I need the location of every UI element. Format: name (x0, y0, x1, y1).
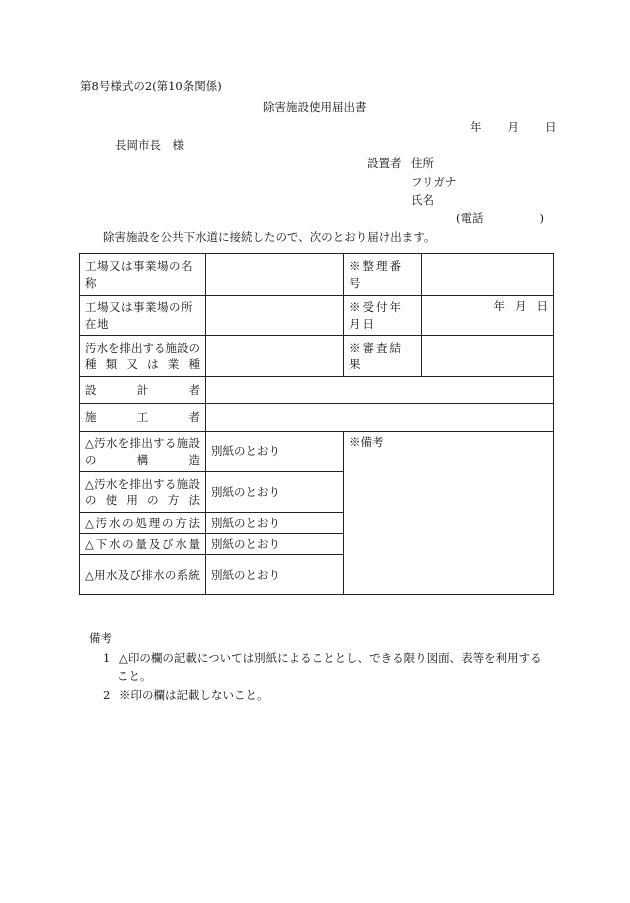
facility-usage-label: △汚水を排出する施設の使用の方法 (80, 472, 206, 513)
treatment-method-value: 別紙のとおり (206, 513, 344, 534)
date-day: 日 (545, 120, 557, 134)
table-row (80, 254, 554, 296)
constructor-field[interactable] (206, 404, 554, 432)
discharge-facility-label: 汚水を排出する施設の種類又は業種 (80, 336, 206, 377)
designer-field[interactable] (206, 377, 554, 404)
intro-statement: 除害施設を公共下水道に接続したので、次のとおり届け出ます。 (103, 230, 436, 244)
note-number: 1 (103, 651, 111, 665)
receipt-date-label: ※受付年月日 (344, 296, 422, 336)
water-system-value: 別紙のとおり (206, 555, 344, 595)
remarks-box (344, 432, 554, 595)
facility-structure-value: 別紙のとおり (206, 432, 344, 472)
table-row (80, 432, 554, 472)
note-text: △印の欄の記載については別紙によることとし、できる限り図面、表等を利用する (119, 651, 542, 665)
designer-label: 設計者 (80, 377, 206, 404)
receipt-year: 年 (493, 299, 505, 313)
application-form-table (79, 253, 554, 595)
remarks-label: ※備考 (349, 435, 384, 449)
applicant-phone (456, 212, 544, 226)
sewage-volume-value: 別紙のとおり (206, 534, 344, 555)
facility-usage-value: 別紙のとおり (206, 472, 344, 513)
receipt-month: 月 (515, 299, 527, 313)
note-item (103, 689, 269, 703)
review-result-field (422, 336, 554, 377)
sewage-volume-label: △下水の量及び水量 (80, 534, 206, 555)
table-row (80, 296, 554, 336)
facility-structure-label: △汚水を排出する施設の構造 (80, 432, 206, 472)
date-year: 年 (470, 120, 482, 134)
applicant-name-label: 氏名 (411, 193, 434, 207)
discharge-facility-field[interactable] (206, 336, 344, 377)
form-number: 第8号様式の2(第10条関係) (80, 79, 222, 93)
note-continuation: こと。 (117, 669, 152, 683)
date-month: 月 (507, 120, 519, 134)
factory-location-field[interactable] (206, 296, 344, 336)
water-system-label: △用水及び排水の系統 (80, 555, 206, 595)
applicant-address-label: 住所 (411, 156, 434, 170)
receipt-day: 日 (536, 299, 548, 313)
addressee: 長岡市長 様 (115, 138, 184, 152)
receipt-date-field (422, 296, 554, 336)
reg-number-field (422, 254, 554, 296)
constructor-label: 施工者 (80, 404, 206, 432)
treatment-method-label: △汚水の処理の方法 (80, 513, 206, 534)
table-row (80, 336, 554, 377)
note-number: 2 (103, 688, 111, 702)
notes-title: 備考 (89, 631, 112, 645)
document-title: 除害施設使用届出書 (263, 100, 367, 114)
reg-number-label: ※整理番号 (344, 254, 422, 296)
factory-name-label: 工場又は事業場の名称 (80, 254, 206, 296)
phone-close: ) (539, 211, 544, 225)
note-text: ※印の欄は記載しないこと。 (119, 688, 269, 702)
factory-location-label: 工場又は事業場の所在地 (80, 296, 206, 336)
note-item (103, 652, 542, 666)
table-row (80, 404, 554, 432)
applicant-label: 設置者 (367, 156, 402, 170)
table-row (80, 377, 554, 404)
review-result-label: ※審査結果 (344, 336, 422, 377)
phone-open: (電話 (456, 211, 484, 225)
submission-date (470, 121, 557, 135)
applicant-furigana-label: フリガナ (411, 175, 457, 189)
factory-name-field[interactable] (206, 254, 344, 296)
